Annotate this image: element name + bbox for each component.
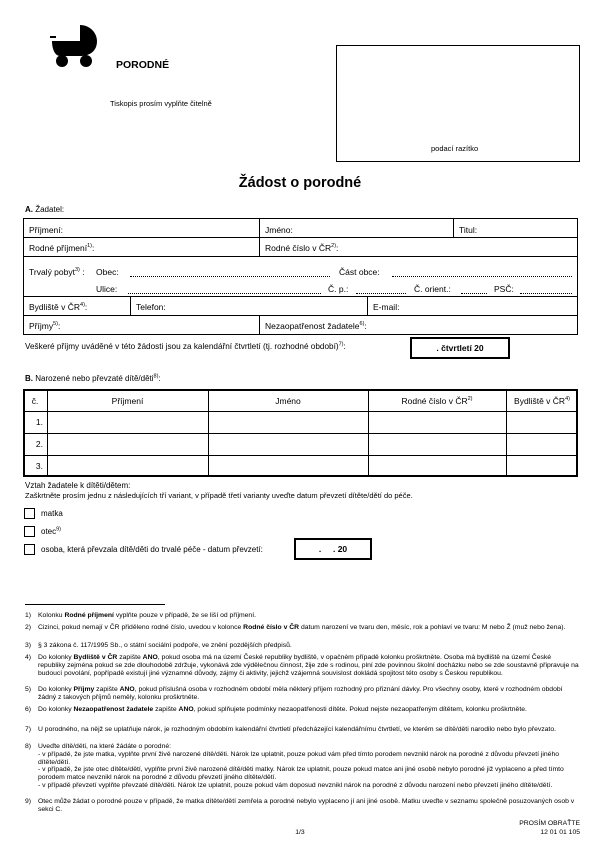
- instruction-text: Tiskopis prosím vyplňte čitelně: [110, 99, 212, 108]
- municipality-part-input[interactable]: [392, 276, 572, 277]
- footnote-text: Do kolonky Nezaopatřenost žadatele zapište ANO, pokud splňujete podmínky nezaopatřenosti dítěte. Pokud nejste nezaopatřeným dítětem, kolonku proškrtněte.: [38, 706, 527, 713]
- municipality-part-label: Část obce:: [339, 267, 380, 277]
- surname-field[interactable]: Příjmení:: [29, 225, 64, 235]
- col-residence-header: Bydliště v ČR$^{4)}$: [514, 396, 570, 406]
- form-category: PORODNÉ: [116, 59, 170, 71]
- orientation-number-input[interactable]: [461, 293, 487, 294]
- permanent-residence-label: Trvalý pobyt$^{3)}$ :: [29, 267, 85, 277]
- col-name-header: Jméno: [275, 396, 301, 406]
- footnote-text: Otec může žádat o porodné pouze v případě, že matka dítěte/dětí zemřela a porodné nebylo vyplaceno jí ani jiné osobě. Matku uveďte v seznamu společně posuzovaných osob v sekci C.: [38, 798, 575, 813]
- postal-code-label: PSČ:: [494, 284, 514, 294]
- table-row: 1.: [35, 417, 43, 427]
- footnote-text: Cizinci, pokud nemají v ČR přiděleno rodné číslo, uvedou v kolonce Rodné číslo v ČR datum narození ve tvaru den, měsíc, rok a pohlaví ve tvaru: M nebo Ž (muž nebo žena).: [38, 624, 566, 631]
- footnote-number: 6): [25, 706, 32, 713]
- footnote-number: 5): [25, 686, 32, 693]
- footnote-text: § 3 zákona č. 117/1995 Sb., o státní sociální podpoře, ve znění pozdějších předpisů.: [38, 642, 292, 649]
- footnote-number: 1): [25, 612, 32, 619]
- municipality-label: Obec:: [96, 267, 119, 277]
- footnote-number: 9): [25, 798, 32, 805]
- footnote-text: Do kolonky Příjmy zapište ANO, pokud příslušná osoba v rozhodném období měla některý příjem rozhodný pro přiznání dávky. Pro všechny osoby, které v rozhodném období žádný z takových příjmů neměly, kolonku proškrtněte.: [38, 686, 563, 701]
- father-checkbox[interactable]: [24, 526, 35, 537]
- email-field[interactable]: E-mail:: [373, 302, 400, 312]
- mother-checkbox[interactable]: [24, 508, 35, 519]
- table-row: 3.: [35, 461, 43, 471]
- col-birth-number-header: Rodné číslo v ČR$^{2)}$: [401, 396, 473, 406]
- phone-field[interactable]: Telefon:: [136, 302, 166, 312]
- section-a-heading: A. Žadatel:: [25, 205, 65, 214]
- orientation-number-label: Č. orient.:: [414, 284, 451, 294]
- footnote-number: 4): [25, 654, 32, 661]
- house-number-label: Č. p.:: [328, 284, 349, 294]
- page-title: Žádost o porodné: [238, 175, 362, 191]
- form-code: 12 01 01 105: [540, 829, 580, 836]
- income-field[interactable]: Příjmy$^{5)}$:: [29, 321, 61, 331]
- relation-instruction: Zaškrtněte prosím jednu z následujících tří variant, v případě třetí varianty uveďte datum převzetí dítěte/dětí do péče.: [25, 491, 413, 500]
- municipality-input[interactable]: [130, 276, 330, 277]
- mother-label: matka: [41, 509, 63, 518]
- birth-surname-field[interactable]: Rodné příjmení$^{1)}$:: [29, 243, 95, 253]
- street-label: Ulice:: [96, 284, 118, 294]
- quarter-input[interactable]: . čtvrtletí 20: [410, 337, 510, 359]
- guardian-checkbox[interactable]: [24, 544, 35, 555]
- guardian-label: osoba, která převzala dítě/děti do trvalé péče - datum převzetí:: [41, 545, 263, 554]
- dependency-field[interactable]: Nezaopatřenost žadatele$^{6)}$:: [265, 321, 367, 331]
- baby-carriage-icon: [50, 25, 98, 69]
- birth-number-field[interactable]: Rodné číslo v ČR$^{2)}$:: [265, 243, 339, 253]
- footnote-number: 3): [25, 642, 32, 649]
- footnote-number: 7): [25, 726, 32, 733]
- income-period-statement: Veškeré příjmy uváděné v této žádosti jsou za kalendářní čtvrtletí (tj. rozhodné období)$^{7)}$:: [25, 341, 346, 351]
- table-row: 2.: [35, 439, 43, 449]
- footnote-number: 2): [25, 624, 32, 631]
- stamp-label: podací razítko: [431, 144, 479, 153]
- footnote-text: Kolonku Rodné příjmení vyplňte pouze v případě, že se liší od příjmení.: [38, 612, 256, 619]
- title-field[interactable]: Titul:: [459, 225, 478, 235]
- postal-code-input[interactable]: [520, 293, 572, 294]
- footnote-text: Uveďte dítě/děti, na které žádáte o porodné: - v případě, že jste matka, vyplňte první živě narozené dítě/děti. Nárok lze uplatnit, pouze pokud vám před tímto porodem nevznikl nárok na porodné z důvodu převzetí jiného dítěte/dětí. - v případě, že jste otec dítěte/dětí, vyplňte první živě narozené dítě/děti matky. Nárok lze uplatnit, pouze pokud matce ani jiné osobě nebylo porodné již vyplaceno a před tímto porodem matce nevznikl nárok na porodné z důvodu převzetí jiného dítěte/dětí. - v případě převzetí vyplňte převzaté dítě/děti. Nárok lze uplatnit, pouze pokud vám doposud nevznikl nárok na porodné z důvodu narození nebo převzetí jiného dítěte/dětí.: [38, 743, 564, 789]
- residence-cr-field[interactable]: Bydliště v ČR$^{4)}$:: [29, 302, 88, 312]
- page-number: 1/3: [295, 829, 305, 836]
- footnote-text: Do kolonky Bydliště v ČR zapište ANO, pokud osoba má na území České republiky bydliště, v opačném případě kolonku proškrtněte. Osoba má bydliště na území České republiky zejména pokud se zde dlouhodobě zdržuje, vykonává zde výdělečnou činnost, žije zde s rodinou, plní zde povinnou školní docházku nebo se zde soustavně připravuje na budoucí povolání, popřípadě existují jiné významné důvody, zájmy či aktivity, jejichž vzájemná souvislost dokládá spojitost této osoby s Českou republikou.: [38, 654, 579, 677]
- col-number-header: č.: [31, 396, 39, 406]
- please-turn: PROSÍM OBRAŤTE: [519, 820, 580, 827]
- section-b-heading: B. Narozené nebo převzaté dítě/děti$^{8)}$:: [25, 373, 161, 383]
- footnote-divider: [25, 604, 165, 605]
- takeover-date-input[interactable]: . . 20: [294, 538, 372, 560]
- father-label: otec$^{9)}$: [41, 526, 62, 536]
- house-number-input[interactable]: [356, 293, 406, 294]
- footnote-number: 8): [25, 743, 32, 750]
- street-input[interactable]: [128, 293, 321, 294]
- first-name-field[interactable]: Jméno:: [265, 225, 293, 235]
- col-surname-header: Příjmení: [111, 396, 144, 406]
- footnote-text: U porodného, na nějž se uplatňuje nárok, je rozhodným obdobím kalendářní čtvrtletí předcházející kalendářnímu čtvrtletí, ve kterém se dítě/děti narodilo nebo bylo převzato.: [38, 726, 556, 733]
- stamp-box: [336, 45, 580, 162]
- relation-title: Vztah žadatele k dítěti/dětem:: [25, 481, 131, 490]
